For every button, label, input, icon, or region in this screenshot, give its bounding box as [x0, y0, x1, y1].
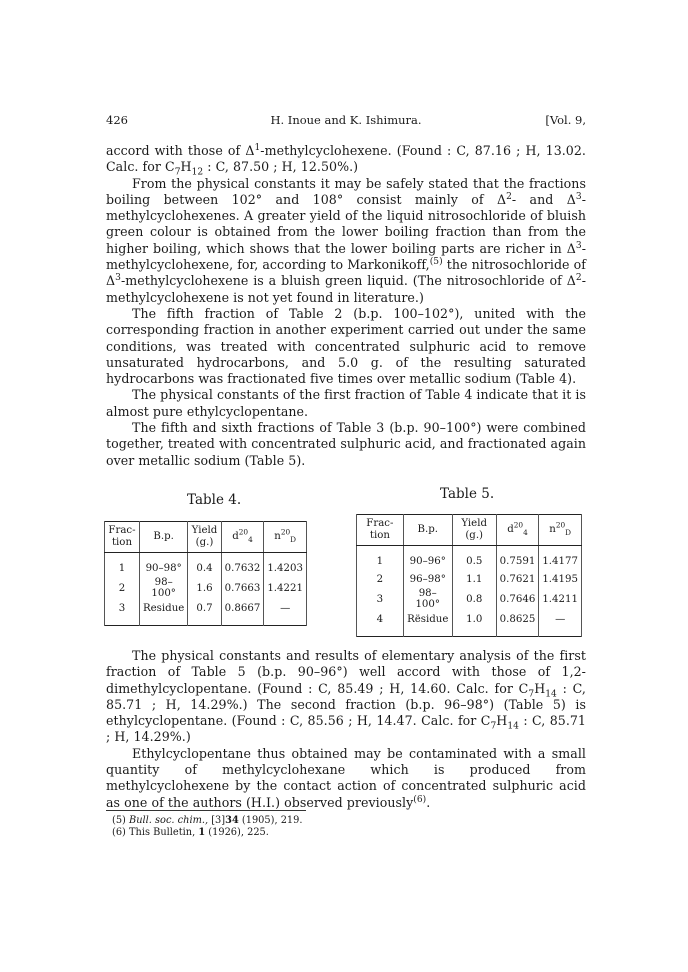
- body-text-bottom: [106, 648, 586, 811]
- paragraph-1: accord with those of $\Delta^1$-methylcyclohexene. (Found : C, 87.16 ; H, 13.02. Calc. for $C_7H_{12}$ : C, 87.50 ; H, 12.50%.): [106, 142, 586, 178]
- col-header-bp: B.p.: [139, 522, 187, 553]
- paragraph-3: The fifth fraction of Table 2 (b.p. 100–102°), united with the corresponding fraction in another experiment carried out under the same conditions, was treated with concentrated sulphuric acid to remove unsaturated hydrocarbons, and 5.0 g. of the resulting saturated hydrocarbons was fractionated five times over metallic sodium (Table 4).: [106, 305, 586, 387]
- table-row: [357, 570, 582, 588]
- cell-density: 0.7632: [221, 553, 264, 578]
- cell-density: 0.7621: [496, 570, 539, 588]
- cell-bp: 90–96°: [403, 546, 452, 571]
- cell-fraction: 1: [105, 553, 140, 578]
- table-row: [105, 599, 307, 626]
- running-head: [106, 113, 586, 129]
- table-4-caption: Table 4.: [187, 492, 242, 508]
- cell-fraction: 1: [357, 546, 404, 571]
- table-row: [105, 553, 307, 578]
- table-5-body: [357, 546, 582, 637]
- cell-yield: 1.6: [188, 577, 221, 599]
- cell-refractive-index: —: [264, 599, 307, 626]
- cell-refractive-index: 1.4195: [539, 570, 582, 588]
- cell-yield: 1.0: [452, 610, 496, 637]
- cell-bp: Rësidue: [403, 610, 452, 637]
- table-header-row: [357, 515, 582, 546]
- paragraph-5: The fifth and sixth fractions of Table 3 (b.p. 90–100°) were combined together, treated with concentrated sulphuric acid, and fractionated again over metallic sodium (Table 5).: [106, 420, 586, 468]
- cell-refractive-index: 1.4211: [539, 588, 582, 610]
- table-header-row: [105, 522, 307, 553]
- col-header-density: $d^{20}_4$: [496, 515, 539, 546]
- cell-yield: 1.1: [452, 570, 496, 588]
- paragraph-6: The physical constants and results of elementary analysis of the first fraction of Table 5 (b.p. 90–96°) well accord with those of 1,2-dimethylcyclopentane. (Found : C, 85.49 ; H, 14.60. Calc. for $C_7H_{14}$ : C, 85.71 ; H, 14.29%.) The second fraction (b.p. 96–98°) (Table 5) is ethylcyclopentane. (Found : C, 85.56 ; H, 14.47. Calc. for $C_7H_{14}$ : C, 85.71 ; H, 14.29%.): [106, 648, 586, 745]
- col-header-refractive-index: $n^{20}_D$: [264, 522, 307, 553]
- cell-yield: 0.5: [452, 546, 496, 571]
- cell-density: 0.8667: [221, 599, 264, 626]
- cell-fraction: 3: [357, 588, 404, 610]
- running-head-volume: [Vol. 9,: [545, 113, 586, 127]
- cell-refractive-index: —: [539, 610, 582, 637]
- body-text-top: [106, 143, 586, 469]
- paragraph-7: Ethylcyclopentane thus obtained may be contaminated with a small quantity of methylcyclohexane which is produced from methylcyclohexene by the contact action of concentrated sulphuric acid as one of the authors (H.I.) observed previously$^{(6)}$.: [106, 745, 586, 810]
- cell-bp: 98–100°: [139, 577, 187, 599]
- footnotes: [112, 815, 303, 839]
- cell-yield: 0.7: [188, 599, 221, 626]
- table-4: [104, 521, 307, 626]
- cell-density: 0.7591: [496, 546, 539, 571]
- table-5: [356, 514, 582, 637]
- table-4-body: [105, 553, 307, 626]
- col-header-yield: Yield (g.): [188, 522, 221, 553]
- footnote-5: (5) Bull. soc. chim., [3]34 (1905), 219.: [112, 815, 303, 826]
- cell-refractive-index: 1.4221: [264, 577, 307, 599]
- table-row: [357, 610, 582, 637]
- col-header-fraction: Frac- tion: [357, 515, 404, 546]
- col-header-refractive-index: $n^{20}_D$: [539, 515, 582, 546]
- paragraph-2: From the physical constants it may be safely stated that the fractions boiling between 102° and 108° consist mainly of $\Delta^2-$ and $\Delta^3$-methylcyclohexenes. A greater yield of the liquid nitrosochloride of bluish green colour is obtained from the lower boiling fraction than from the higher boiling, which shows that the lower boiling parts are richer in $\Delta^3$-methylcyclohexene, for, according to Markonikoff,$^{(5)}$ the nitrosochloride of $\Delta^3$-methylcyclohexene is a bluish green liquid. (The nitrosochloride of $\Delta^2$-methylcyclohexene is not yet found in literature.): [106, 175, 586, 305]
- cell-bp: 98–100°: [403, 588, 452, 610]
- cell-refractive-index: 1.4177: [539, 546, 582, 571]
- col-header-fraction: Frac- tion: [105, 522, 140, 553]
- col-header-density: $d^{20}_4$: [221, 522, 264, 553]
- footnote-6: (6) This Bulletin, 1 (1926), 225.: [112, 827, 269, 838]
- cell-density: 0.7663: [221, 577, 264, 599]
- cell-yield: 0.8: [452, 588, 496, 610]
- cell-density: 0.8625: [496, 610, 539, 637]
- cell-bp: 90–98°: [139, 553, 187, 578]
- cell-fraction: 4: [357, 610, 404, 637]
- cell-density: 0.7646: [496, 588, 539, 610]
- cell-bp: Residue: [139, 599, 187, 626]
- col-header-yield: Yield (g.): [452, 515, 496, 546]
- table-row: [105, 577, 307, 599]
- col-header-bp: B.p.: [403, 515, 452, 546]
- cell-bp: 96–98°: [403, 570, 452, 588]
- table-row: [357, 588, 582, 610]
- page-number: 426: [106, 113, 128, 127]
- cell-refractive-index: 1.4203: [264, 553, 307, 578]
- paragraph-4: The physical constants of the first fraction of Table 4 indicate that it is almost pure ethylcyclopentane.: [106, 387, 587, 419]
- cell-fraction: 2: [357, 570, 404, 588]
- table-5-caption: Table 5.: [440, 486, 495, 502]
- cell-fraction: 2: [105, 577, 140, 599]
- cell-yield: 0.4: [188, 553, 221, 578]
- table-row: [357, 546, 582, 571]
- running-head-authors: H. Inoue and K. Ishimura.: [270, 113, 422, 127]
- cell-fraction: 3: [105, 599, 140, 626]
- footnote-rule: [106, 810, 306, 811]
